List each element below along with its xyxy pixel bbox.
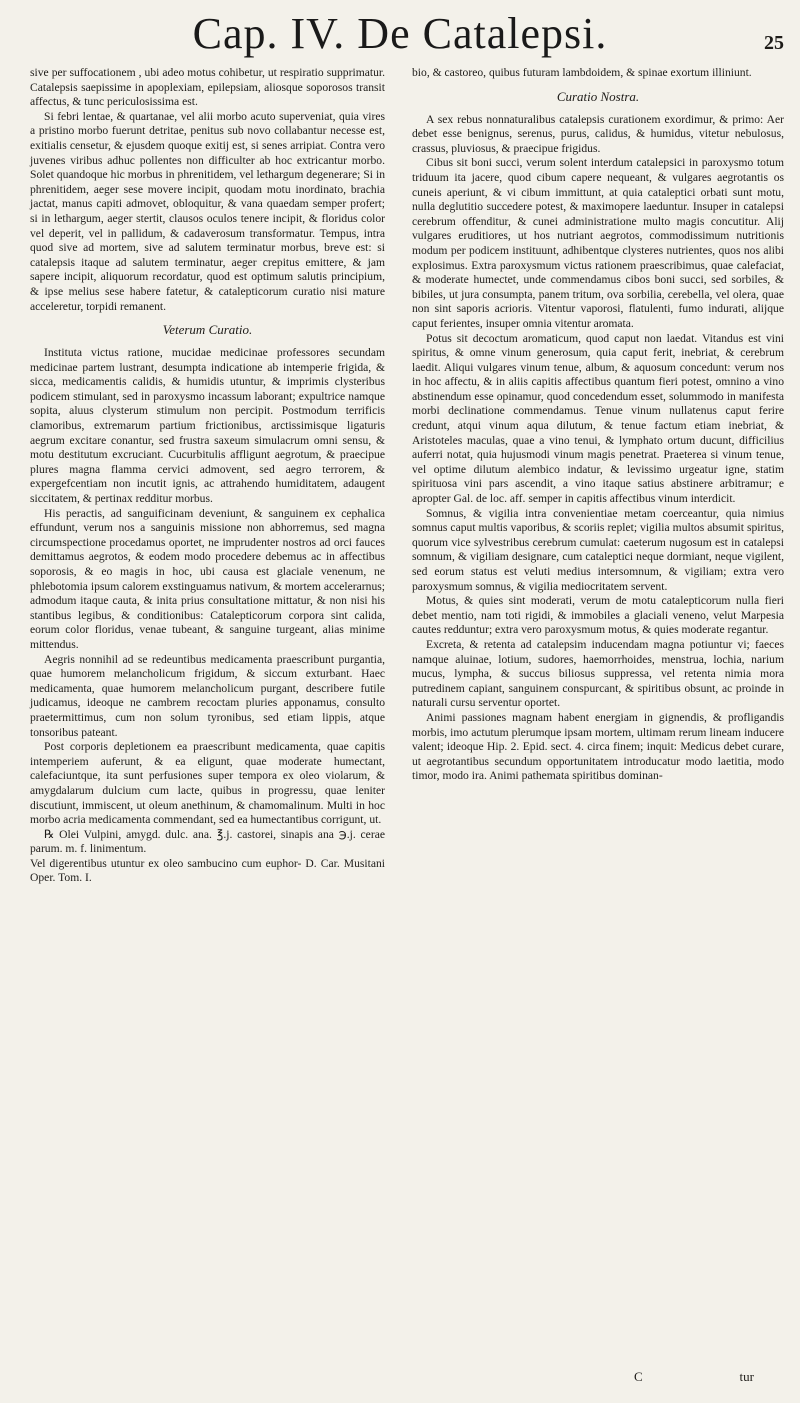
left-column bbox=[30, 66, 385, 886]
paragraph: Motus, & quies sint moderati, verum de motu catalepticorum nulla fieri debet mentio, nam toti rigidi, & immobiles a glaciali veneno, velut Marpesia cautes redduntur; extra vero paroxysmum motus, & quies moderate regantur. bbox=[412, 594, 784, 637]
paragraph: Si febri lentae, & quartanae, vel alii morbo acuto superveniat, quia vires a pristino morbo fuerunt detritae, penitus sub novo collabantur necesse est, exitialis censetur, & ejusdem quoque exitij est, si senes arripiat. Contra vero juvenes viribus adhuc pollentes non difficulter ab hoc extricantur morbo. Solet quandoque hic morbus in phrenitidem, vel lethargum degenerare; Si in phrenitidem, aeger sese movere incipit, quodam motu inordinato, brachia jactat, manus capiti admovet, obloquitur, & vana quaedam semper profert; si in lethargum, aeger stertit, clausos oculos tenere incipit, & floridus color vel deperit, vel in pallidum, & cadaverosum transformatur. Tempus, intra quod sive ad mortem, sive ad salutem terminatur morbus, breve est: si catalepsis itaque ad salutem terminatur, aeger crepitus emittere, & jam sapere incipit, aliquorum recordatur, quod est optimum salutis principium, & ipse melius sese habere fatetur, & catalepticorum curatio nisi mature acceleretur, torpidi remanent. bbox=[30, 109, 385, 313]
paragraph: His peractis, ad sanguificinam deveniunt, & sanguinem ex cephalica effundunt, verum nos a sanguinis missione non abhorremus, sed magna circumspectione procedamus oportet, ne imprudenter nostros ad orci fauces demittamus aegrotos, & eodem modo procedere debemus ac in affectibus soporosis, & eo magis in hoc, ubi causa est glaciale venenum, ne phlebotomia ipsum calorem exstinguamus nativum, & mortem accelerarnus; admodum itaque cauta, & inita prius consultatione mittatur, & non nisi his stantibus legibus, & conditionibus: Catalepticorum corpora sint calida, eorum color floridus, venae tubeant, & sanguine turgeant, alias minime mittendus. bbox=[30, 506, 385, 651]
paragraph: Instituta victus ratione, mucidae medicinae professores secundam medicinae partem lustrant, desumpta indicatione ab intemperie frigida, & sicca, medicamentis calidis, & humidis utuntur, & imprimis clysteribus podicem stimulant, sed in paroxysmo incassum laborant; expultrice namque sopita, aluus clysterum stimulum non percipit. Postmodum terrificis clamoribus, extremarum partium frictionibus, arctissimisque ligaturis aegrum excitare conantur, sed frustra saxeum simulacrum omni sensu, & motu destitutum excruciant. Cucurbitulis affligunt aegrotum, & praecipue plures magna flamma cervici admovent, sed aegro terrorem, & expergefcentiam non incutit ignis, ac attrahendo humiditatem, adaugent siccitatem, & pertinax redditur morbus. bbox=[30, 346, 385, 506]
right-column bbox=[412, 66, 784, 784]
paragraph: bio, & castoreo, quibus futuram lambdoidem, & spinae exortum illiniunt. bbox=[412, 66, 752, 79]
paragraph: A sex rebus nonnaturalibus catalepsis curationem exordimur, & primo: Aer debet esse benignus, serenus, purus, calidus, & humidus, vitetur nebulosus, crassus, pluviosus, & praecipue frigidus. bbox=[412, 112, 784, 155]
paragraph: Aegris nonnihil ad se redeuntibus medicamenta praescribunt purgantia, quae humorem melancholicum frigidum, & siccum exturbant. Haec medicamenta, quae humorem melancholicum purgant, describere futile judicamus, ideoque ne cambrem recoctam pluries apponamus, consulto praetermittimus, cum non solum tyronibus, sed etiam lippis, atque tonsoribus pateant. bbox=[30, 652, 385, 739]
catchword: tur bbox=[739, 1369, 754, 1384]
page-footer bbox=[634, 1369, 754, 1385]
paragraph: Animi passiones magnam habent energiam in gignendis, & profligandis morbis, imo actutum plerumque ipsam mortem, ultimam rerum lineam inducere valent; ideoque Hip. 2. Epid. sect. 4. circa finem; inquit: Medicus debet curare, ut aegrotantibus secundum opportunitatem introducatur modo laetitia, modo timor, modo ira. Animi pathemata spiritibus dominan- bbox=[412, 710, 784, 783]
paragraph: Potus sit decoctum aromaticum, quod caput non laedat. Vitandus est vini spiritus, & omne vinum generosum, quia caput ferit, inebriat, & cerebrum laedit. Aliqui vulgares vinum tenue, album, & aquosum concedunt: verum nos in hoc affectu, & in aliis capitis affectibus quantum fieri potest, omnino a vino abstinendum esse opinamur, quod concedendum esset, solummodo in manifesta morbi declinatione commendamus. Tenue vinum nullatenus caput ferire credunt, atqui vinum aqua dilutum, & tenue factum etiam inebriat, & Aristoteles maculas, quae a vino tenui, & lymphato ortum ducunt, difficilius auferri notat, quia hujusmodi vinum magis penetrat. Praeterea si vinum tenue, vel optime dilutum alembico indatur, & levissimo urgeatur igne, statim spirituosa vini pars ascendit, a vino itaque satius abstinere arbitramur; e apropter Gal. de loc. aff. semper in capitis affectibus vinum interdicit. bbox=[412, 331, 784, 506]
paragraph: Excreta, & retenta ad catalepsim inducendam magna potiuntur vi; faeces namque aluinae, lotium, sudores, haemorrhoides, menstrua, lochia, narium mucus, lympha, & succus biliosus suppressa, vel retenta nimia mora putredinem capiant, sanguinem conspurcant, & spiritibus obsunt, ac proinde in naturali cursu serventur oportet. bbox=[412, 637, 784, 710]
page-number: 25 bbox=[764, 32, 784, 54]
paragraph: Vel digerentibus utuntur ex oleo sambucino cum euphor- D. Car. Musitani Oper. Tom. I. bbox=[30, 856, 385, 885]
paragraph: Somnus, & vigilia intra convenientiae metam coerceantur, quia nimius somnus caput multis vaporibus, & scoriis replet; vigilia multos absumit spiritus, quorum vice sylvestribus cerebrum cumulat: caeterum nugosum est in catalepsi somnum, & vigiliam designare, cum cataleptici neque dormiant, neque vigilent, sed eorum status est veluti medius intersomnum, & vigiliam; extra vero paroxysmum somnus, & vigilia mediocritatem servent. bbox=[412, 506, 784, 593]
paragraph: Post corporis depletionem ea praescribunt medicamenta, quae capitis intemperiem auferunt, & ea eligunt, quae moderate humectant, calefaciuntque, ita sunt perfusiones super tempora ex oleo violarum, & amygdalarum dulcium cum lacte, quibus in progressu, quae leniter discutiunt, immiscent, ut oleum anethinum, & chamomalinum. Multi in hoc morbo acria medicamenta commendant, sed ea humectantibus corrigunt, ut. bbox=[30, 740, 385, 827]
recipe: ℞ Olei Vulpini, amygd. dulc. ana. ℥.j. castorei, sinapis ana ℈.j. cerae parum. m. f. linimentum. bbox=[30, 827, 385, 856]
paragraph: sive per suffocationem , ubi adeo motus cohibetur, ut respiratio supprimatur. Catalepsis saepissime in apoplexiam, epilepsiam, aliosque soporosos transit affectus, & tunc periculosissima est. bbox=[30, 66, 385, 109]
running-header bbox=[0, 6, 800, 62]
paragraph: Cibus sit boni succi, verum solent interdum catalepsici in paroxysmo totum triduum ita jacere, quod cibum capere nequeant, & vulgares aegrotantis os cuneis aperiunt, & vi cibum immittunt, at quia cataleptici orbati sunt motu, nulla deglutitio succedere potest, & maximopere laeduntur. Insuper in catalepsi cerebrum offenditur, & cunei administratione multo magis concutitur. Alij vulgares eruditiores, ut hos nutriant aegrotos, commodissimum nutritionis modum per podicem instituunt, adhibentque clysteres nutrientes, quos nos alibi explosimus. Extra paroxysmum victus rationem praescribimus, quae calefaciat, & moderate humectet, unde commendamus cibos boni succi, sed sorbiles, & bibiles, ut jura consumpta, panem tritum, ova sorbilia, cerebella, vel olera, quae non sint saporis acrioris. Vitentur vaporosi, flatulenti, fumo indurati, alijque caput ferientes, insuper omnia vitentur aromata. bbox=[412, 156, 784, 330]
section-heading: Curatio Nostra. bbox=[556, 88, 640, 104]
section-heading: Veterum Curatio. bbox=[162, 322, 253, 338]
page-title: Cap. IV. De Catalepsi. bbox=[192, 9, 608, 58]
signature-mark: C bbox=[634, 1369, 643, 1384]
